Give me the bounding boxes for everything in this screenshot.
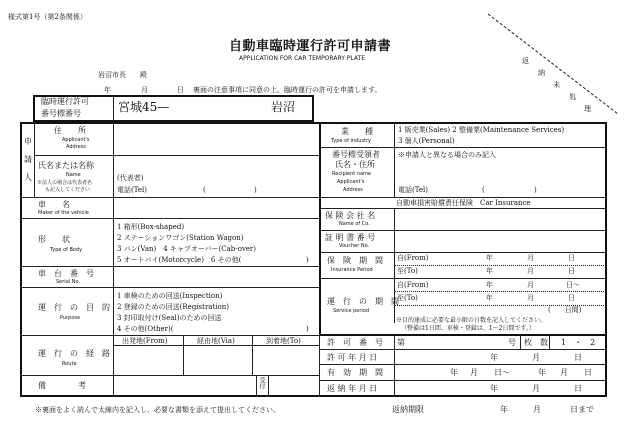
body-type-opt-2[interactable]: 2 ステーションワゴン(Station Wagon): [117, 234, 244, 242]
insurance-to-month: 月: [527, 267, 534, 275]
permit-date-month: 月: [532, 353, 540, 362]
recipient-label-2: 氏名・住所: [335, 160, 375, 169]
office-permit-no-label: 許 可 番 号: [327, 338, 383, 347]
purpose-opt-4[interactable]: 4 その他(Other)(: [117, 325, 174, 333]
body-type-opt-3[interactable]: 3 バン(Van) 4 キャブオーバー(Cab-over): [117, 245, 256, 253]
insurance-period-label-en: Insurance Period: [331, 267, 373, 273]
voucher-label: 証 明 書 番 号: [325, 233, 376, 242]
valid-year-2: 年: [538, 368, 546, 377]
return-date-day: 日: [574, 384, 582, 393]
mayor-line: 岩沼市長 殿: [98, 71, 147, 79]
date-year: 年: [104, 86, 111, 94]
office-dai: 第: [397, 338, 405, 347]
valid-day-1: 日～: [494, 368, 510, 377]
permit-date-year: 年: [490, 353, 498, 362]
return-date-year: 年: [490, 384, 498, 393]
body-type-opt-1[interactable]: 1 箱形(Box-shaped): [117, 223, 185, 231]
recipient-tel-open: (: [482, 186, 485, 194]
permit-number-city: 岩沼: [271, 100, 296, 114]
purpose-close: ): [306, 325, 309, 333]
insurance-to-day: 日: [568, 267, 575, 275]
return-date-month: 月: [532, 384, 540, 393]
service-days: ( 日間): [548, 306, 582, 314]
purpose-label-en: Purpose: [60, 315, 81, 321]
recipient-en-1: Recipient name: [332, 171, 372, 177]
service-to-month: 月: [527, 294, 534, 302]
body-type-opt-5[interactable]: 5 オートバイ(Motorcycle) 6 その他(: [117, 256, 242, 264]
applicant-address-en-1: Applicant's: [62, 137, 90, 143]
service-to: 至(To): [397, 294, 418, 302]
insurer-label-en: Name of Co.: [339, 221, 370, 227]
route-to-label: 到着地(To): [266, 337, 301, 345]
return-char-5: 理: [584, 105, 591, 113]
valid-day-2: 日: [584, 368, 592, 377]
footer-note: ※裏面をよく読んで太線内を記入し、必要な書類を添えて提出してください。: [35, 406, 280, 414]
return-char-4: 処: [569, 93, 576, 101]
office-count-value: 1 ・ 2: [561, 338, 596, 347]
insurance-from: 自(From): [397, 254, 429, 262]
form-subtitle: APPLICATION FOR CAR TEMPORARY PLATE: [239, 55, 366, 62]
insurance-from-day: 日: [568, 254, 575, 262]
recipient-field[interactable]: [395, 162, 605, 184]
serial-label-en: Serial No.: [56, 279, 81, 285]
office-count-label: 枚 数: [524, 338, 548, 347]
body-type-label: 形 状: [38, 235, 70, 244]
industry-label: 業 種: [341, 127, 373, 136]
service-from-day: 日～: [566, 281, 580, 289]
route-via-label: 経由地(Via): [197, 337, 235, 345]
insurance-from-year: 年: [486, 254, 493, 262]
maker-field[interactable]: [114, 198, 318, 217]
recipient-en-2: Applicant's: [337, 179, 365, 185]
purpose-opt-3[interactable]: 3 封印取付け(Seal)のための回送: [117, 314, 222, 322]
applicant-name-label: 氏名または名称: [38, 161, 94, 170]
date-month: 月: [141, 86, 148, 94]
recipient-en-3: Address: [343, 187, 363, 193]
insurer-field[interactable]: [395, 209, 605, 229]
applicant-name-note-1: ※法人の場合は代表者名: [37, 180, 93, 186]
return-char-3: 未: [553, 81, 560, 89]
applicant-address-en-2: Address: [66, 144, 86, 150]
route-via-field[interactable]: [184, 346, 251, 374]
recipient-label-1: 番号標受領者: [332, 150, 380, 159]
office-permit-date-label: 許 可 年 月 日: [327, 353, 378, 362]
service-period-label-en: Service period: [333, 308, 369, 314]
valid-year-1: 年: [450, 368, 458, 377]
applicant-side-3: 人: [24, 173, 32, 182]
service-from-month: 月: [527, 281, 534, 289]
return-deadline-day: 日まで: [570, 405, 594, 414]
insurance-to: 至(To): [397, 267, 418, 275]
service-period-label: 運 行 の 期 間: [327, 297, 399, 306]
applicant-name-en: Name: [66, 172, 81, 178]
service-from-year: 年: [486, 281, 493, 289]
form-number: 様式第1号（第2条関係）: [8, 13, 87, 21]
industry-option-2[interactable]: 3 個人(Personal): [398, 137, 455, 145]
date-statement: 裏面の注意事項に同意の上、臨時運行の許可を申請します。: [193, 86, 382, 94]
permit-number-label-1: 臨時運行許可: [41, 97, 89, 106]
office-valid-period-label: 有 効 期 間: [327, 368, 383, 377]
insurance-period-label: 保 険 期 間: [327, 256, 383, 265]
service-note-2: （整備は1日間、車検・登録は、1～2日間です。）: [401, 325, 535, 332]
insurer-label: 保 険 会 社 名: [325, 211, 376, 220]
service-to-year: 年: [486, 294, 493, 302]
return-char-1: 返: [522, 57, 529, 65]
body-type-label-en: Type of Body: [50, 247, 83, 253]
insurance-header: 自動車損害賠償責任保険 Car Insurance: [396, 199, 531, 207]
insurance-from-month: 月: [527, 254, 534, 262]
voucher-field[interactable]: [395, 231, 605, 251]
industry-label-en: Type of industry: [331, 138, 371, 144]
serial-label: 車 台 番 号: [38, 269, 94, 278]
purpose-label: 運 行 の 目 的: [38, 303, 110, 312]
reception-stamp-label: 受付: [258, 377, 265, 389]
insurance-to-year: 年: [486, 267, 493, 275]
valid-month-1: 月: [470, 368, 478, 377]
applicant-address-field[interactable]: [114, 124, 318, 154]
industry-option-1[interactable]: 1 販売業(Sales) 2 整備業(Maintenance Services): [398, 126, 565, 134]
recipient-tel-label: 電話(Tel): [398, 186, 428, 194]
purpose-opt-2[interactable]: 2 登録のための回送(Registration): [117, 303, 229, 311]
body-type-close: ): [306, 256, 309, 264]
purpose-opt-1[interactable]: 1 車検のための回送(Inspection): [117, 292, 223, 300]
date-day: 日: [177, 86, 184, 94]
route-from-label: 出発地(From): [122, 337, 168, 345]
return-deadline-label: 返納期限: [392, 405, 424, 414]
service-note-1: ※目的達成に必要な最小限の日数を記入してください。: [396, 317, 547, 324]
return-char-2: 納: [538, 69, 545, 77]
remarks-field[interactable]: [114, 376, 255, 395]
office-return-date-label: 返 納 年 月 日: [327, 384, 378, 393]
applicant-tel-open: (: [203, 186, 206, 194]
recipient-tel-close: ): [534, 186, 537, 194]
permit-number-label-2: 番号標番号: [41, 109, 81, 118]
recipient-note: ※申請人と異なる場合のみ記入: [398, 151, 496, 159]
maker-label-en: Maker of the vehicle: [38, 210, 89, 216]
applicant-side-2: 請: [24, 155, 32, 164]
return-stamp-area: [488, 0, 630, 120]
route-label: 運 行 の 経 路: [38, 349, 110, 358]
voucher-label-en: Voucher No.: [339, 243, 370, 249]
service-from: 自(From): [397, 281, 429, 289]
return-deadline-year: 年: [500, 405, 508, 414]
route-to-field[interactable]: [253, 346, 318, 374]
return-deadline-month: 月: [533, 405, 541, 414]
applicant-name-note-2: も記入してください: [45, 187, 91, 193]
maker-label: 車 名: [38, 200, 70, 209]
form-title: 自動車臨時運行許可申請書: [229, 39, 392, 54]
applicant-tel-label: 電話(Tel): [117, 186, 147, 194]
applicant-side-1: 申: [24, 137, 32, 146]
route-label-en: Route: [62, 361, 77, 367]
serial-field[interactable]: [114, 267, 318, 286]
remarks-label: 備 考: [38, 381, 86, 390]
service-to-day: 日: [568, 294, 575, 302]
applicant-representative: (代表者): [117, 174, 144, 182]
permit-number-prefix: 宮城45—: [118, 100, 170, 114]
office-gou: 号: [508, 338, 516, 347]
route-from-field[interactable]: [114, 346, 182, 374]
permit-date-day: 日: [574, 353, 582, 362]
applicant-tel-close: ): [254, 186, 257, 194]
applicant-address-label: 住 所: [54, 126, 86, 135]
valid-month-2: 月: [560, 368, 568, 377]
